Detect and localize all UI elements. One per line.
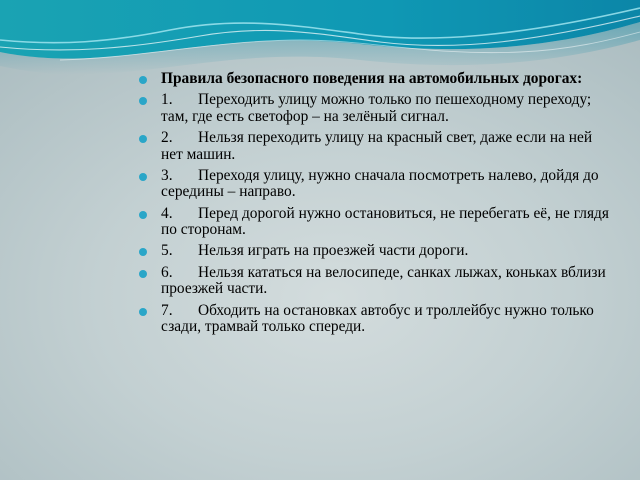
- rule-number: 5.: [161, 242, 173, 260]
- rule-number: 6.: [161, 263, 173, 281]
- rule-number: 3.: [161, 166, 173, 184]
- rule-text: Переходя улицу, нужно сначала посмотреть налево, дойдя до середины – направо.: [161, 166, 599, 201]
- rule-text: Перед дорогой нужно остановиться, не перебегать её, не глядя по сторонам.: [161, 204, 609, 239]
- bullet-icon: [139, 270, 147, 278]
- list-item-rule: [137, 243, 617, 260]
- list-item-rule: [137, 168, 617, 201]
- rule-number: 7.: [161, 301, 173, 319]
- list-item-rule: [137, 265, 617, 298]
- rule-text: Переходить улицу можно только по пешеходному переходу; там, где есть светофор – на зелёный сигнал.: [161, 91, 592, 125]
- list-item-rule: [137, 92, 617, 125]
- slide-title: Правила безопасного поведения на автомобильных дорогах:: [161, 70, 583, 87]
- list-item-title: [137, 71, 617, 88]
- rules-list: [137, 71, 617, 340]
- bullet-icon: [139, 173, 147, 181]
- bullet-icon: [139, 76, 147, 84]
- bullet-icon: [139, 308, 147, 316]
- rule-text: Нельзя кататься на велосипеде, санках лыжах, коньках вблизи проезжей части.: [161, 263, 606, 298]
- bullet-icon: [139, 211, 147, 219]
- list-item-rule: [137, 206, 617, 239]
- rule-text: Нельзя играть на проезжей части дороги.: [198, 242, 469, 260]
- bullet-icon: [139, 135, 147, 143]
- list-item-rule: [137, 303, 617, 336]
- rule-number: 4.: [161, 204, 173, 222]
- bullet-icon: [139, 248, 147, 256]
- list-item-rule: [137, 130, 617, 163]
- rule-text: Нельзя переходить улицу на красный свет, даже если на ней нет машин.: [161, 129, 593, 163]
- rule-text: Обходить на остановках автобус и троллейбус нужно только сзади, трамвай только спереди.: [161, 301, 594, 336]
- bullet-icon: [139, 97, 147, 105]
- rule-number: 1.: [161, 91, 173, 109]
- rule-number: 2.: [161, 129, 173, 147]
